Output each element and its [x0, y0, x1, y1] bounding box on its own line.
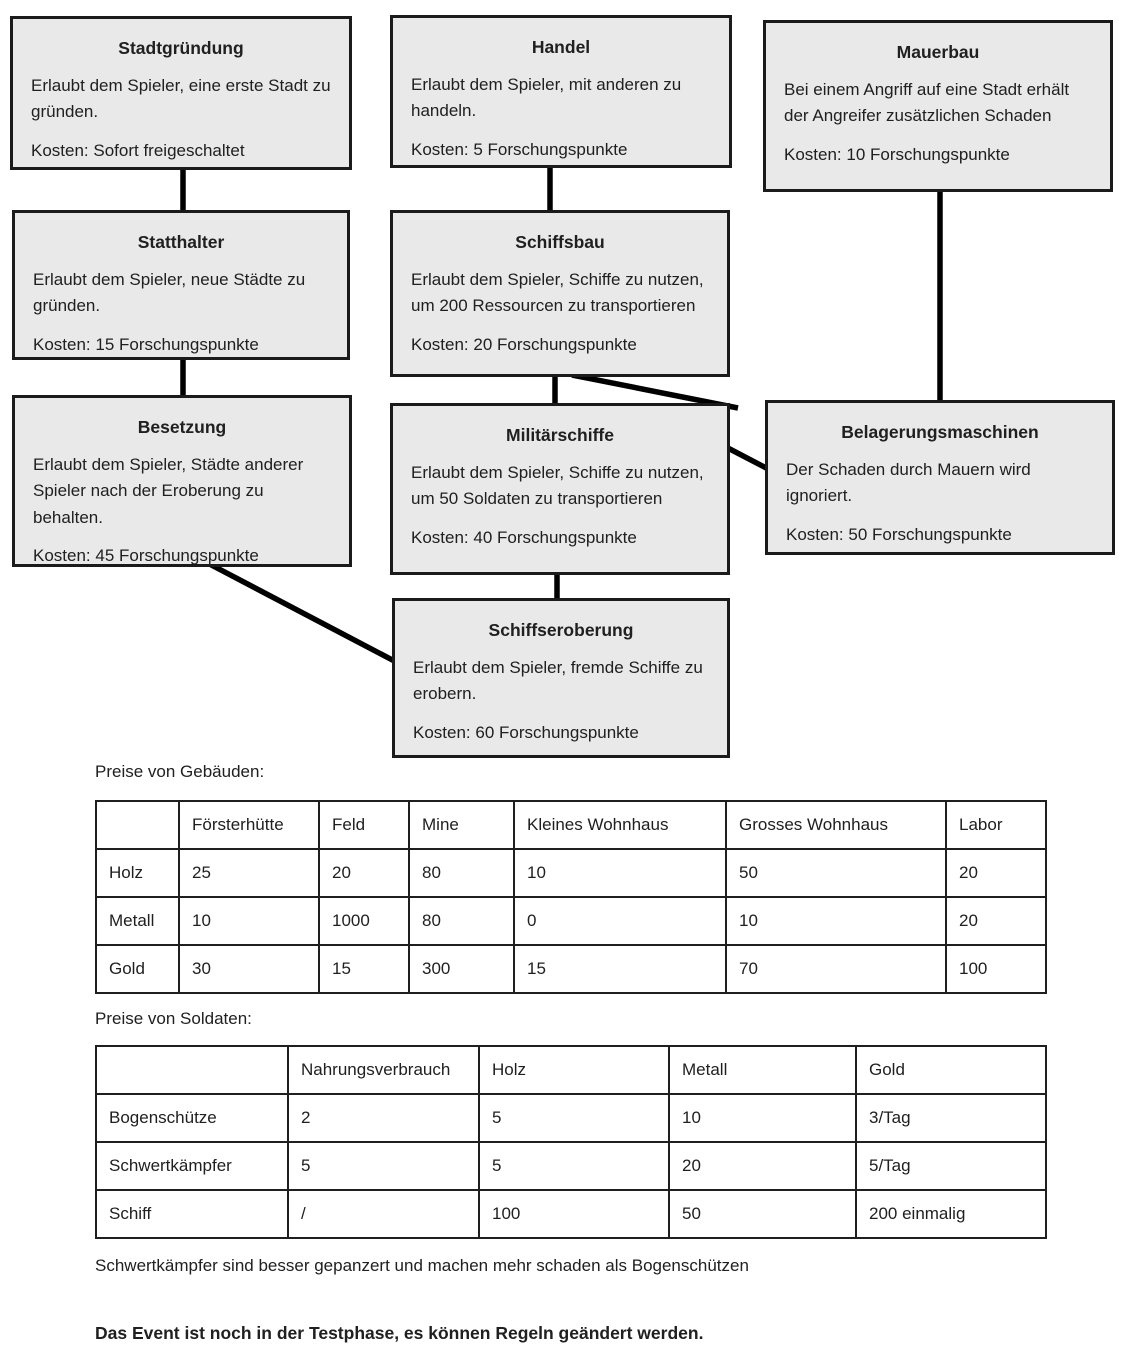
node-title: Statthalter [137, 232, 225, 252]
node-cost: Kosten: 20 Forschungspunkte [411, 334, 637, 354]
table-cell: Labor [946, 801, 1046, 849]
table-cell: 50 [726, 849, 946, 897]
node-title: Schiffsbau [515, 232, 605, 252]
tech-node-handel [390, 15, 732, 168]
table-cell: 100 [946, 945, 1046, 993]
node-title: Besetzung [137, 417, 227, 437]
buildings-price-table [95, 800, 1047, 994]
table-cell: 70 [726, 945, 946, 993]
node-description: Erlaubt dem Spieler, mit anderen zu handeln. [411, 75, 682, 121]
table-cell: 10 [726, 897, 946, 945]
table-cell: 80 [409, 897, 514, 945]
table-header-row [96, 1046, 1046, 1094]
table-row [96, 1142, 1046, 1190]
table-cell: 20 [319, 849, 409, 897]
soldiers-price-table [95, 1045, 1047, 1239]
tech-node-stadtgruendung [10, 16, 352, 170]
node-description: Erlaubt dem Spieler, Städte anderer Spieler nach der Eroberung zu behalten. [33, 455, 304, 527]
table-row [96, 1094, 1046, 1142]
table-cell: 20 [946, 849, 1046, 897]
table-cell: 10 [514, 849, 726, 897]
node-title: Schiffseroberung [488, 620, 634, 640]
table-cell: 50 [669, 1190, 856, 1238]
table-cell: Mine [409, 801, 514, 849]
node-description: Der Schaden durch Mauern wird ignoriert. [786, 460, 1031, 506]
table-cell: 5 [479, 1142, 669, 1190]
table-cell: 0 [514, 897, 726, 945]
node-title: Stadtgründung [118, 38, 244, 58]
table-cell: Kleines Wohnhaus [514, 801, 726, 849]
table-cell: 20 [669, 1142, 856, 1190]
node-cost: Kosten: 50 Forschungspunkte [786, 524, 1012, 544]
table-cell: 300 [409, 945, 514, 993]
row-label: Bogenschütze [96, 1094, 288, 1142]
tech-node-mauerbau [763, 20, 1113, 192]
buildings-table-caption: Preise von Gebäuden: [95, 762, 265, 781]
table-cell [96, 801, 179, 849]
table-cell: 3/Tag [856, 1094, 1046, 1142]
table-cell: Gold [856, 1046, 1046, 1094]
table-cell: 15 [514, 945, 726, 993]
node-cost: Kosten: Sofort freigeschaltet [31, 140, 245, 160]
soldiers-comparison-note: Schwertkämpfer sind besser gepanzert und machen mehr schaden als Bogenschützen [95, 1256, 749, 1275]
table-cell: 80 [409, 849, 514, 897]
table-row [96, 1190, 1046, 1238]
table-cell: 25 [179, 849, 319, 897]
node-title: Militärschiffe [506, 425, 614, 445]
node-cost: Kosten: 45 Forschungspunkte [33, 546, 259, 566]
node-cost: Kosten: 5 Forschungspunkte [411, 139, 628, 159]
node-description: Bei einem Angriff auf eine Stadt erhält der Angreifer zusätzlichen Schaden [784, 80, 1070, 126]
node-cost: Kosten: 60 Forschungspunkte [413, 722, 639, 742]
tech-node-schiffsbau [390, 210, 730, 377]
table-cell: 30 [179, 945, 319, 993]
row-label: Gold [96, 945, 179, 993]
node-title: Mauerbau [896, 42, 980, 62]
tech-node-belagerungsmaschinen [765, 400, 1115, 555]
node-cost: Kosten: 40 Forschungspunkte [411, 527, 637, 547]
row-label: Schiff [96, 1190, 288, 1238]
tech-node-besetzung [12, 395, 352, 567]
row-label: Schwertkämpfer [96, 1142, 288, 1190]
node-description: Erlaubt dem Spieler, eine erste Stadt zu gründen. [31, 76, 331, 122]
node-title: Handel [531, 37, 591, 57]
table-cell: 20 [946, 897, 1046, 945]
node-description: Erlaubt dem Spieler, Schiffe zu nutzen, um 50 Soldaten zu transportieren [411, 463, 704, 509]
node-description: Erlaubt dem Spieler, fremde Schiffe zu erobern. [413, 658, 703, 704]
table-cell: Holz [479, 1046, 669, 1094]
tech-node-statthalter [12, 210, 350, 360]
table-cell: / [288, 1190, 479, 1238]
table-cell [96, 1046, 288, 1094]
test-phase-note: Das Event ist noch in der Testphase, es können Regeln geändert werden. [95, 1323, 704, 1343]
edge-besetzung-schiffseroberung [198, 558, 400, 664]
table-cell: 200 einmalig [856, 1190, 1046, 1238]
node-description: Erlaubt dem Spieler, neue Städte zu gründen. [33, 270, 306, 316]
soldiers-table-caption: Preise von Soldaten: [95, 1009, 252, 1028]
table-cell: Nahrungsverbrauch [288, 1046, 479, 1094]
table-cell: 15 [319, 945, 409, 993]
table-cell: 5 [479, 1094, 669, 1142]
table-cell: 2 [288, 1094, 479, 1142]
table-cell: 100 [479, 1190, 669, 1238]
row-label: Holz [96, 849, 179, 897]
table-cell: 1000 [319, 897, 409, 945]
node-description: Erlaubt dem Spieler, Schiffe zu nutzen, um 200 Ressourcen zu transportieren [411, 270, 704, 316]
table-cell: Grosses Wohnhaus [726, 801, 946, 849]
node-cost: Kosten: 15 Forschungspunkte [33, 334, 259, 354]
table-cell: 5/Tag [856, 1142, 1046, 1190]
table-cell: Feld [319, 801, 409, 849]
row-label: Metall [96, 897, 179, 945]
node-title: Belagerungsmaschinen [841, 422, 1039, 442]
table-cell: Försterhütte [179, 801, 319, 849]
table-cell: 10 [179, 897, 319, 945]
table-cell: 10 [669, 1094, 856, 1142]
table-row [96, 897, 1046, 945]
table-header-row [96, 801, 1046, 849]
table-cell: 5 [288, 1142, 479, 1190]
tech-node-militaerschiffe [390, 403, 730, 575]
table-row [96, 945, 1046, 993]
table-cell: Metall [669, 1046, 856, 1094]
node-cost: Kosten: 10 Forschungspunkte [784, 144, 1010, 164]
tech-node-schiffseroberung [392, 598, 730, 758]
table-row [96, 849, 1046, 897]
